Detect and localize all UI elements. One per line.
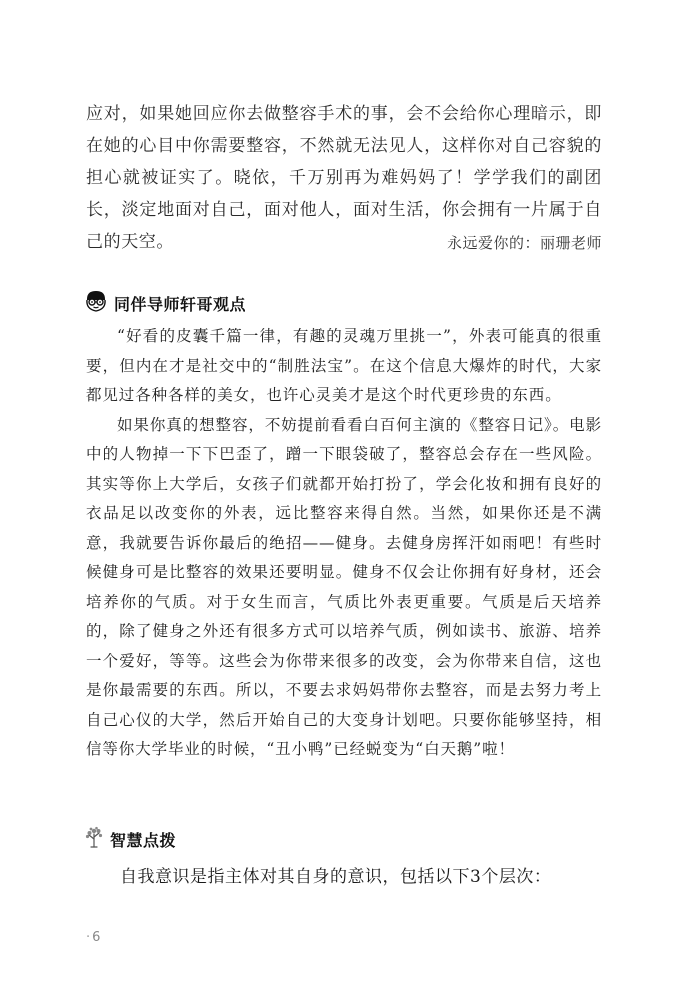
- mentor-section-body: [86, 322, 602, 765]
- wisdom-section-title: 智慧点拨: [110, 830, 177, 850]
- page-number-value: 6: [92, 930, 101, 945]
- tree-icon: [84, 826, 104, 852]
- wisdom-section-body: [86, 862, 602, 892]
- intro-paragraph: 应对，如果她回应你去做整容手术的事，会不会给你心理暗示，即在她的心目中你需要整容，不然就无法见人，这样你对自己容貌的担心就被证实了。晓依，千万别再为难妈妈了！学学我们的副团长，淡定地面对自己，面对他人，面对生活，你会拥有一片属于自己的天空。: [86, 104, 602, 252]
- cartoon-face-with-glasses-icon: [84, 290, 108, 316]
- page-number-dot: ·: [86, 930, 91, 945]
- mentor-paragraph-1: “好看的皮囊千篇一律，有趣的灵魂万里挑一”，外表可能真的很重要，但内在才是社交中的“制胜法宝”。在这个信息大爆炸的时代，大家都见过各种各样的美女，也许心灵美才是这个时代更珍贵的东西。: [86, 327, 602, 404]
- wisdom-section-heading: [84, 826, 176, 852]
- mentor-section-title: 同伴导师轩哥观点: [114, 294, 247, 314]
- page-number: [86, 930, 100, 945]
- mentor-paragraph-2: 如果你真的想整容，不妨提前看看白百何主演的《整容日记》。电影中的人物掉一下下巴歪了，蹭一下眼袋破了，整容总会存在一些风险。其实等你上大学后，女孩子们就都开始打扮了，学会化妆和拥有良好的衣品足以改变你的外表，远比整容来得自然。当然，如果你还是不满意，我就要告诉你最后的绝招——健身。去健身房挥汗如雨吧！有些时候健身可是比整容的效果还要明显。健身不仅会让你拥有好身材，还会培养你的气质。对于女生而言，气质比外表更重要。气质是后天培养的，除了健身之外还有很多方式可以培养气质，例如读书、旅游、培养一个爱好，等等。这些会为你带来很多的改变，会为你带来自信，这也是你最需要的东西。所以，不要去求妈妈带你去整容，而是去努力考上自己心仪的大学，然后开始自己的大变身计划吧。只要你能够坚持，相信等你大学毕业的时候，“丑小鸭”已经蜕变为“白天鹅”啦！: [86, 415, 602, 758]
- signature: 永远爱你的：丽珊老师: [446, 234, 602, 252]
- wisdom-paragraph: 自我意识是指主体对其自身的意识，包括以下3个层次：: [120, 867, 552, 887]
- mentor-section-heading: [84, 290, 246, 316]
